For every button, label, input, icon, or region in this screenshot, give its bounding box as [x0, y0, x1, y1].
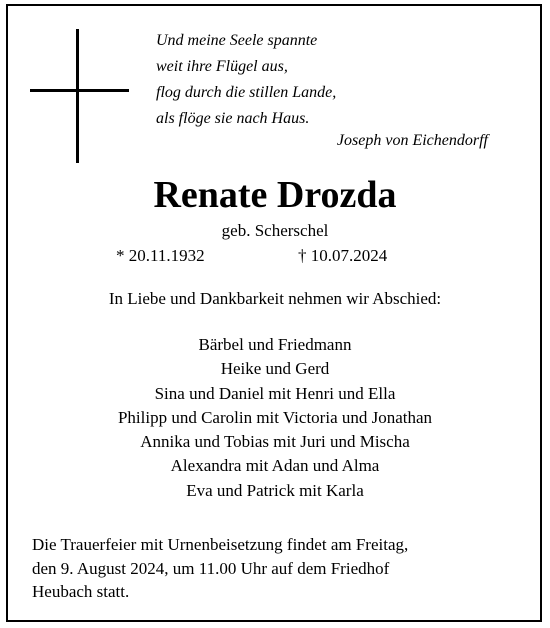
mourner-entry: Philipp und Carolin mit Victoria und Jonathan: [117, 407, 433, 427]
notice-line: den 9. August 2024, um 11.00 Uhr auf dem Friedhof: [32, 558, 390, 578]
notice-line: Heubach statt.: [32, 582, 130, 601]
cross-icon-vertical: [76, 29, 79, 163]
poem-line: weit ihre Flügel aus,: [156, 58, 288, 75]
mourner-entry: Alexandra mit Adan und Alma: [170, 456, 380, 476]
mourner-entry: Heike und Gerd: [220, 359, 330, 379]
poem-line: flog durch die stillen Lande,: [156, 84, 337, 101]
farewell-text: In Liebe und Dankbarkeit nehmen wir Abschied:: [108, 289, 442, 308]
notice-line: Die Trauerfeier mit Urnenbeisetzung findet am Freitag,: [32, 535, 409, 554]
mourner-entry: Bärbel und Friedmann: [198, 335, 352, 354]
funeral-notice: [32, 533, 522, 604]
birth-date: * 20.11.1932: [116, 246, 205, 265]
poem-line: als flöge sie nach Haus.: [156, 110, 310, 127]
cross-icon-horizontal: [30, 89, 129, 92]
poem-author: Joseph von Eichendorff: [336, 132, 488, 149]
poem: [156, 28, 336, 132]
deceased-name: Renate Drozda: [153, 174, 397, 216]
mourner-entry: Sina und Daniel mit Henri und Ella: [154, 383, 396, 403]
death-date: † 10.07.2024: [298, 246, 388, 265]
mourners-list: [0, 333, 550, 503]
mourner-entry: Eva und Patrick mit Karla: [186, 480, 364, 500]
mourner-entry: Annika und Tobias mit Juri und Mischa: [140, 432, 410, 452]
poem-line: Und meine Seele spannte: [156, 32, 318, 49]
birth-name: geb. Scherschel: [221, 221, 329, 240]
